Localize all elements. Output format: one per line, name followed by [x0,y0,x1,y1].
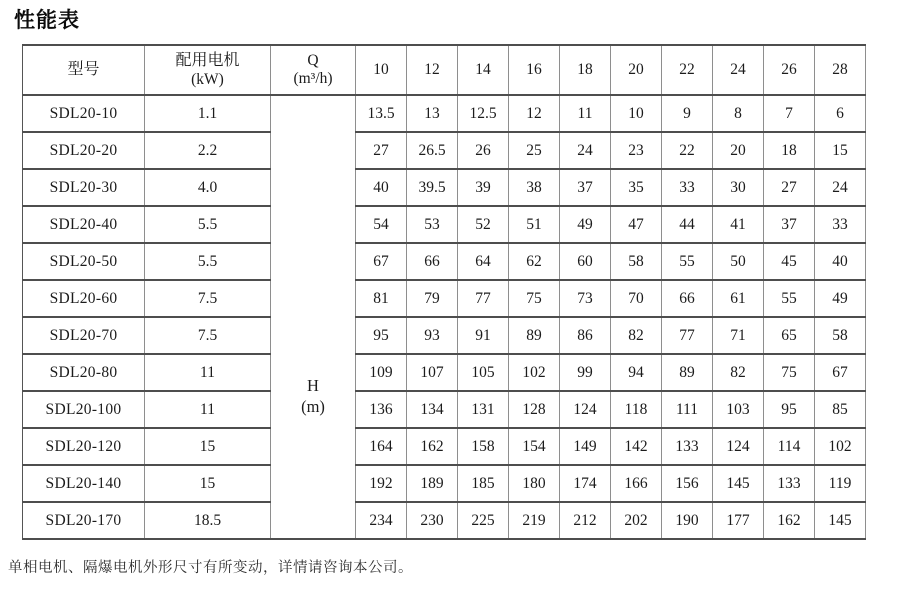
motor-kw-cell: 15 [145,428,271,465]
head-value-cell: 62 [509,243,560,280]
head-value-cell: 60 [560,243,611,280]
model-cell: SDL20-10 [23,95,145,132]
motor-header-label: 配用电机 [175,51,240,69]
head-value-cell: 24 [815,169,866,206]
table-row [23,169,866,206]
head-value-cell: 40 [356,169,407,206]
head-value-cell: 24 [560,132,611,169]
flow-header-cell: 16 [509,45,560,95]
head-value-cell: 154 [509,428,560,465]
head-value-cell: 93 [407,317,458,354]
head-value-cell: 30 [713,169,764,206]
head-value-cell: 49 [560,206,611,243]
motor-kw-cell: 7.5 [145,280,271,317]
head-unit: (m) [301,396,325,416]
head-value-cell: 174 [560,465,611,502]
head-value-cell: 105 [458,354,509,391]
head-value-cell: 156 [662,465,713,502]
motor-kw-cell: 15 [145,465,271,502]
head-value-cell: 26 [458,132,509,169]
head-value-cell: 225 [458,502,509,539]
flow-header-cell: 26 [764,45,815,95]
head-value-cell: 234 [356,502,407,539]
col-header-model: 型号 [23,45,145,95]
flow-header-cell: 22 [662,45,713,95]
performance-table [22,44,866,540]
head-value-cell: 134 [407,391,458,428]
head-value-cell: 33 [662,169,713,206]
head-value-cell: 13.5 [356,95,407,132]
head-value-cell: 166 [611,465,662,502]
head-value-cell: 53 [407,206,458,243]
head-value-cell: 8 [713,95,764,132]
head-value-cell: 77 [458,280,509,317]
head-unit-label [271,375,355,417]
head-value-cell: 145 [713,465,764,502]
head-unit-cell [271,95,356,539]
motor-kw-cell: 5.5 [145,206,271,243]
head-value-cell: 145 [815,502,866,539]
head-value-cell: 77 [662,317,713,354]
head-value-cell: 73 [560,280,611,317]
table-row [23,206,866,243]
head-value-cell: 55 [662,243,713,280]
head-value-cell: 82 [713,354,764,391]
model-cell: SDL20-50 [23,243,145,280]
head-value-cell: 12.5 [458,95,509,132]
head-value-cell: 89 [509,317,560,354]
flow-header-cell: 18 [560,45,611,95]
table-row [23,354,866,391]
table-row [23,317,866,354]
head-value-cell: 75 [509,280,560,317]
head-value-cell: 79 [407,280,458,317]
head-value-cell: 39 [458,169,509,206]
model-cell: SDL20-170 [23,502,145,539]
head-value-cell: 22 [662,132,713,169]
head-value-cell: 45 [764,243,815,280]
head-value-cell: 91 [458,317,509,354]
table-row [23,465,866,502]
head-value-cell: 37 [764,206,815,243]
head-value-cell: 109 [356,354,407,391]
head-value-cell: 192 [356,465,407,502]
head-value-cell: 82 [611,317,662,354]
head-value-cell: 102 [509,354,560,391]
page-title: 性能表 [14,9,80,32]
head-value-cell: 180 [509,465,560,502]
head-value-cell: 7 [764,95,815,132]
head-value-cell: 61 [713,280,764,317]
head-value-cell: 49 [815,280,866,317]
motor-kw-cell: 11 [145,391,271,428]
head-value-cell: 6 [815,95,866,132]
head-value-cell: 10 [611,95,662,132]
head-value-cell: 128 [509,391,560,428]
model-cell: SDL20-30 [23,169,145,206]
head-symbol: H [307,375,319,395]
head-value-cell: 89 [662,354,713,391]
head-value-cell: 66 [407,243,458,280]
head-value-cell: 230 [407,502,458,539]
head-value-cell: 18 [764,132,815,169]
head-value-cell: 67 [356,243,407,280]
table-row [23,132,866,169]
flow-header-cell: 14 [458,45,509,95]
header-row [23,45,866,95]
model-cell: SDL20-140 [23,465,145,502]
head-value-cell: 118 [611,391,662,428]
head-value-cell: 85 [815,391,866,428]
head-value-cell: 149 [560,428,611,465]
model-cell: SDL20-120 [23,428,145,465]
head-value-cell: 94 [611,354,662,391]
model-cell: SDL20-60 [23,280,145,317]
head-value-cell: 37 [560,169,611,206]
head-value-cell: 35 [611,169,662,206]
head-value-cell: 13 [407,95,458,132]
head-value-cell: 107 [407,354,458,391]
head-value-cell: 189 [407,465,458,502]
head-value-cell: 50 [713,243,764,280]
head-value-cell: 20 [713,132,764,169]
footnote: 单相电机、隔爆电机外形尺寸有所变动，详情请咨询本公司。 [8,560,413,576]
head-value-cell: 142 [611,428,662,465]
motor-kw-cell: 18.5 [145,502,271,539]
model-cell: SDL20-100 [23,391,145,428]
motor-kw-cell: 4.0 [145,169,271,206]
head-value-cell: 39.5 [407,169,458,206]
head-value-cell: 158 [458,428,509,465]
head-value-cell: 133 [662,428,713,465]
head-value-cell: 51 [509,206,560,243]
head-value-cell: 86 [560,317,611,354]
table-row [23,243,866,280]
table-row [23,280,866,317]
table-row [23,502,866,539]
head-value-cell: 119 [815,465,866,502]
head-value-cell: 124 [560,391,611,428]
col-header-motor [145,45,271,95]
head-value-cell: 9 [662,95,713,132]
flow-header-cell: 10 [356,45,407,95]
head-value-cell: 66 [662,280,713,317]
head-value-cell: 58 [611,243,662,280]
flow-header-cell: 12 [407,45,458,95]
head-value-cell: 99 [560,354,611,391]
head-value-cell: 40 [815,243,866,280]
head-value-cell: 15 [815,132,866,169]
head-value-cell: 47 [611,206,662,243]
head-value-cell: 67 [815,354,866,391]
head-value-cell: 55 [764,280,815,317]
head-value-cell: 103 [713,391,764,428]
col-header-flow [271,45,356,95]
head-value-cell: 12 [509,95,560,132]
head-value-cell: 177 [713,502,764,539]
head-value-cell: 162 [764,502,815,539]
flow-header-cell: 20 [611,45,662,95]
table-row [23,391,866,428]
head-value-cell: 65 [764,317,815,354]
motor-kw-cell: 7.5 [145,317,271,354]
head-value-cell: 33 [815,206,866,243]
head-value-cell: 71 [713,317,764,354]
head-value-cell: 164 [356,428,407,465]
motor-kw-cell: 11 [145,354,271,391]
head-value-cell: 95 [356,317,407,354]
head-value-cell: 27 [356,132,407,169]
head-value-cell: 95 [764,391,815,428]
motor-header-unit: (kW) [191,71,224,89]
head-value-cell: 27 [764,169,815,206]
flow-header-cell: 28 [815,45,866,95]
head-value-cell: 70 [611,280,662,317]
motor-kw-cell: 1.1 [145,95,271,132]
head-value-cell: 58 [815,317,866,354]
head-value-cell: 190 [662,502,713,539]
model-cell: SDL20-80 [23,354,145,391]
head-value-cell: 41 [713,206,764,243]
head-value-cell: 38 [509,169,560,206]
head-value-cell: 44 [662,206,713,243]
head-value-cell: 81 [356,280,407,317]
head-value-cell: 185 [458,465,509,502]
head-value-cell: 212 [560,502,611,539]
head-value-cell: 131 [458,391,509,428]
flow-symbol: Q [307,52,319,69]
table-row [23,95,866,132]
head-value-cell: 54 [356,206,407,243]
table-row [23,428,866,465]
head-value-cell: 219 [509,502,560,539]
head-value-cell: 162 [407,428,458,465]
head-value-cell: 102 [815,428,866,465]
head-value-cell: 124 [713,428,764,465]
head-value-cell: 52 [458,206,509,243]
head-value-cell: 26.5 [407,132,458,169]
head-value-cell: 64 [458,243,509,280]
model-cell: SDL20-20 [23,132,145,169]
flow-unit: (m³/h) [293,70,333,87]
flow-header-cell: 24 [713,45,764,95]
model-cell: SDL20-40 [23,206,145,243]
head-value-cell: 23 [611,132,662,169]
head-value-cell: 111 [662,391,713,428]
motor-kw-cell: 2.2 [145,132,271,169]
motor-kw-cell: 5.5 [145,243,271,280]
model-cell: SDL20-70 [23,317,145,354]
head-value-cell: 11 [560,95,611,132]
head-value-cell: 136 [356,391,407,428]
head-value-cell: 114 [764,428,815,465]
head-value-cell: 75 [764,354,815,391]
head-value-cell: 25 [509,132,560,169]
head-value-cell: 202 [611,502,662,539]
head-value-cell: 133 [764,465,815,502]
